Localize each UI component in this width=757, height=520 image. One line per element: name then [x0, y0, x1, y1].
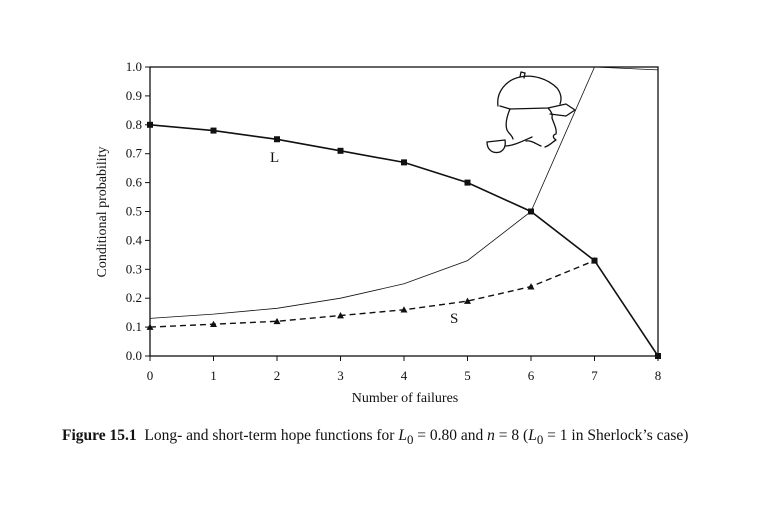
series-l-point	[211, 128, 217, 134]
caption-text-4: = 1 in Sherlock’s case)	[543, 427, 689, 444]
y-tick-label: 0.9	[125, 87, 142, 103]
x-tick-label: 5	[464, 368, 471, 383]
caption-subscript: 0	[406, 432, 414, 448]
x-axis-ticks	[147, 356, 662, 383]
y-tick-label: 0.7	[125, 145, 142, 161]
caption-subscript-2: 0	[536, 432, 544, 448]
x-tick-label: 6	[527, 368, 535, 383]
x-tick-label: 7	[591, 368, 598, 383]
x-tick-label: 3	[337, 368, 344, 383]
x-tick-label: 0	[146, 368, 154, 383]
y-tick-label: 0.0	[125, 348, 142, 363]
x-tick-label: 8	[654, 368, 662, 383]
y-tick-label: 0.5	[125, 203, 142, 219]
y-axis-label: Conditional probability	[95, 146, 110, 278]
series-s-line	[150, 261, 595, 328]
caption-n-symbol: n	[487, 427, 495, 444]
series-label-s: S	[450, 311, 459, 327]
y-axis-ticks	[126, 59, 150, 363]
caption-l-symbol-2: L	[528, 427, 537, 444]
y-tick-label: 1.0	[125, 59, 142, 74]
x-tick-label: 1	[210, 368, 217, 383]
x-axis-label: Number of failures	[351, 391, 459, 406]
x-tick-label: 4	[400, 368, 408, 383]
y-tick-label: 0.1	[125, 319, 142, 335]
series-l-point	[338, 148, 344, 154]
y-tick-label: 0.8	[125, 116, 142, 132]
figure-caption	[62, 426, 722, 449]
caption-text-3: = 8 (	[494, 427, 529, 444]
series-l-point	[401, 159, 407, 165]
series-l-point	[465, 180, 471, 186]
y-tick-label: 0.2	[125, 290, 142, 306]
series-l-point	[274, 136, 280, 142]
y-tick-label: 0.3	[125, 261, 142, 277]
x-tick-label: 2	[273, 368, 281, 383]
series-l-point	[655, 353, 661, 359]
series-layer	[147, 67, 662, 359]
y-tick-label: 0.6	[125, 174, 142, 190]
y-tick-label: 0.4	[125, 232, 142, 248]
series-l-point	[147, 122, 153, 128]
series-s-point	[528, 283, 535, 289]
caption-text-2: = 0.80 and	[413, 427, 488, 444]
caption-label: Figure 15.1	[62, 427, 137, 444]
series-unnamed-line	[150, 67, 658, 318]
series-label-l: L	[270, 150, 280, 166]
caption-text-1: Long- and short-term hope functions for	[144, 427, 399, 444]
caption-l-symbol: L	[398, 427, 407, 444]
